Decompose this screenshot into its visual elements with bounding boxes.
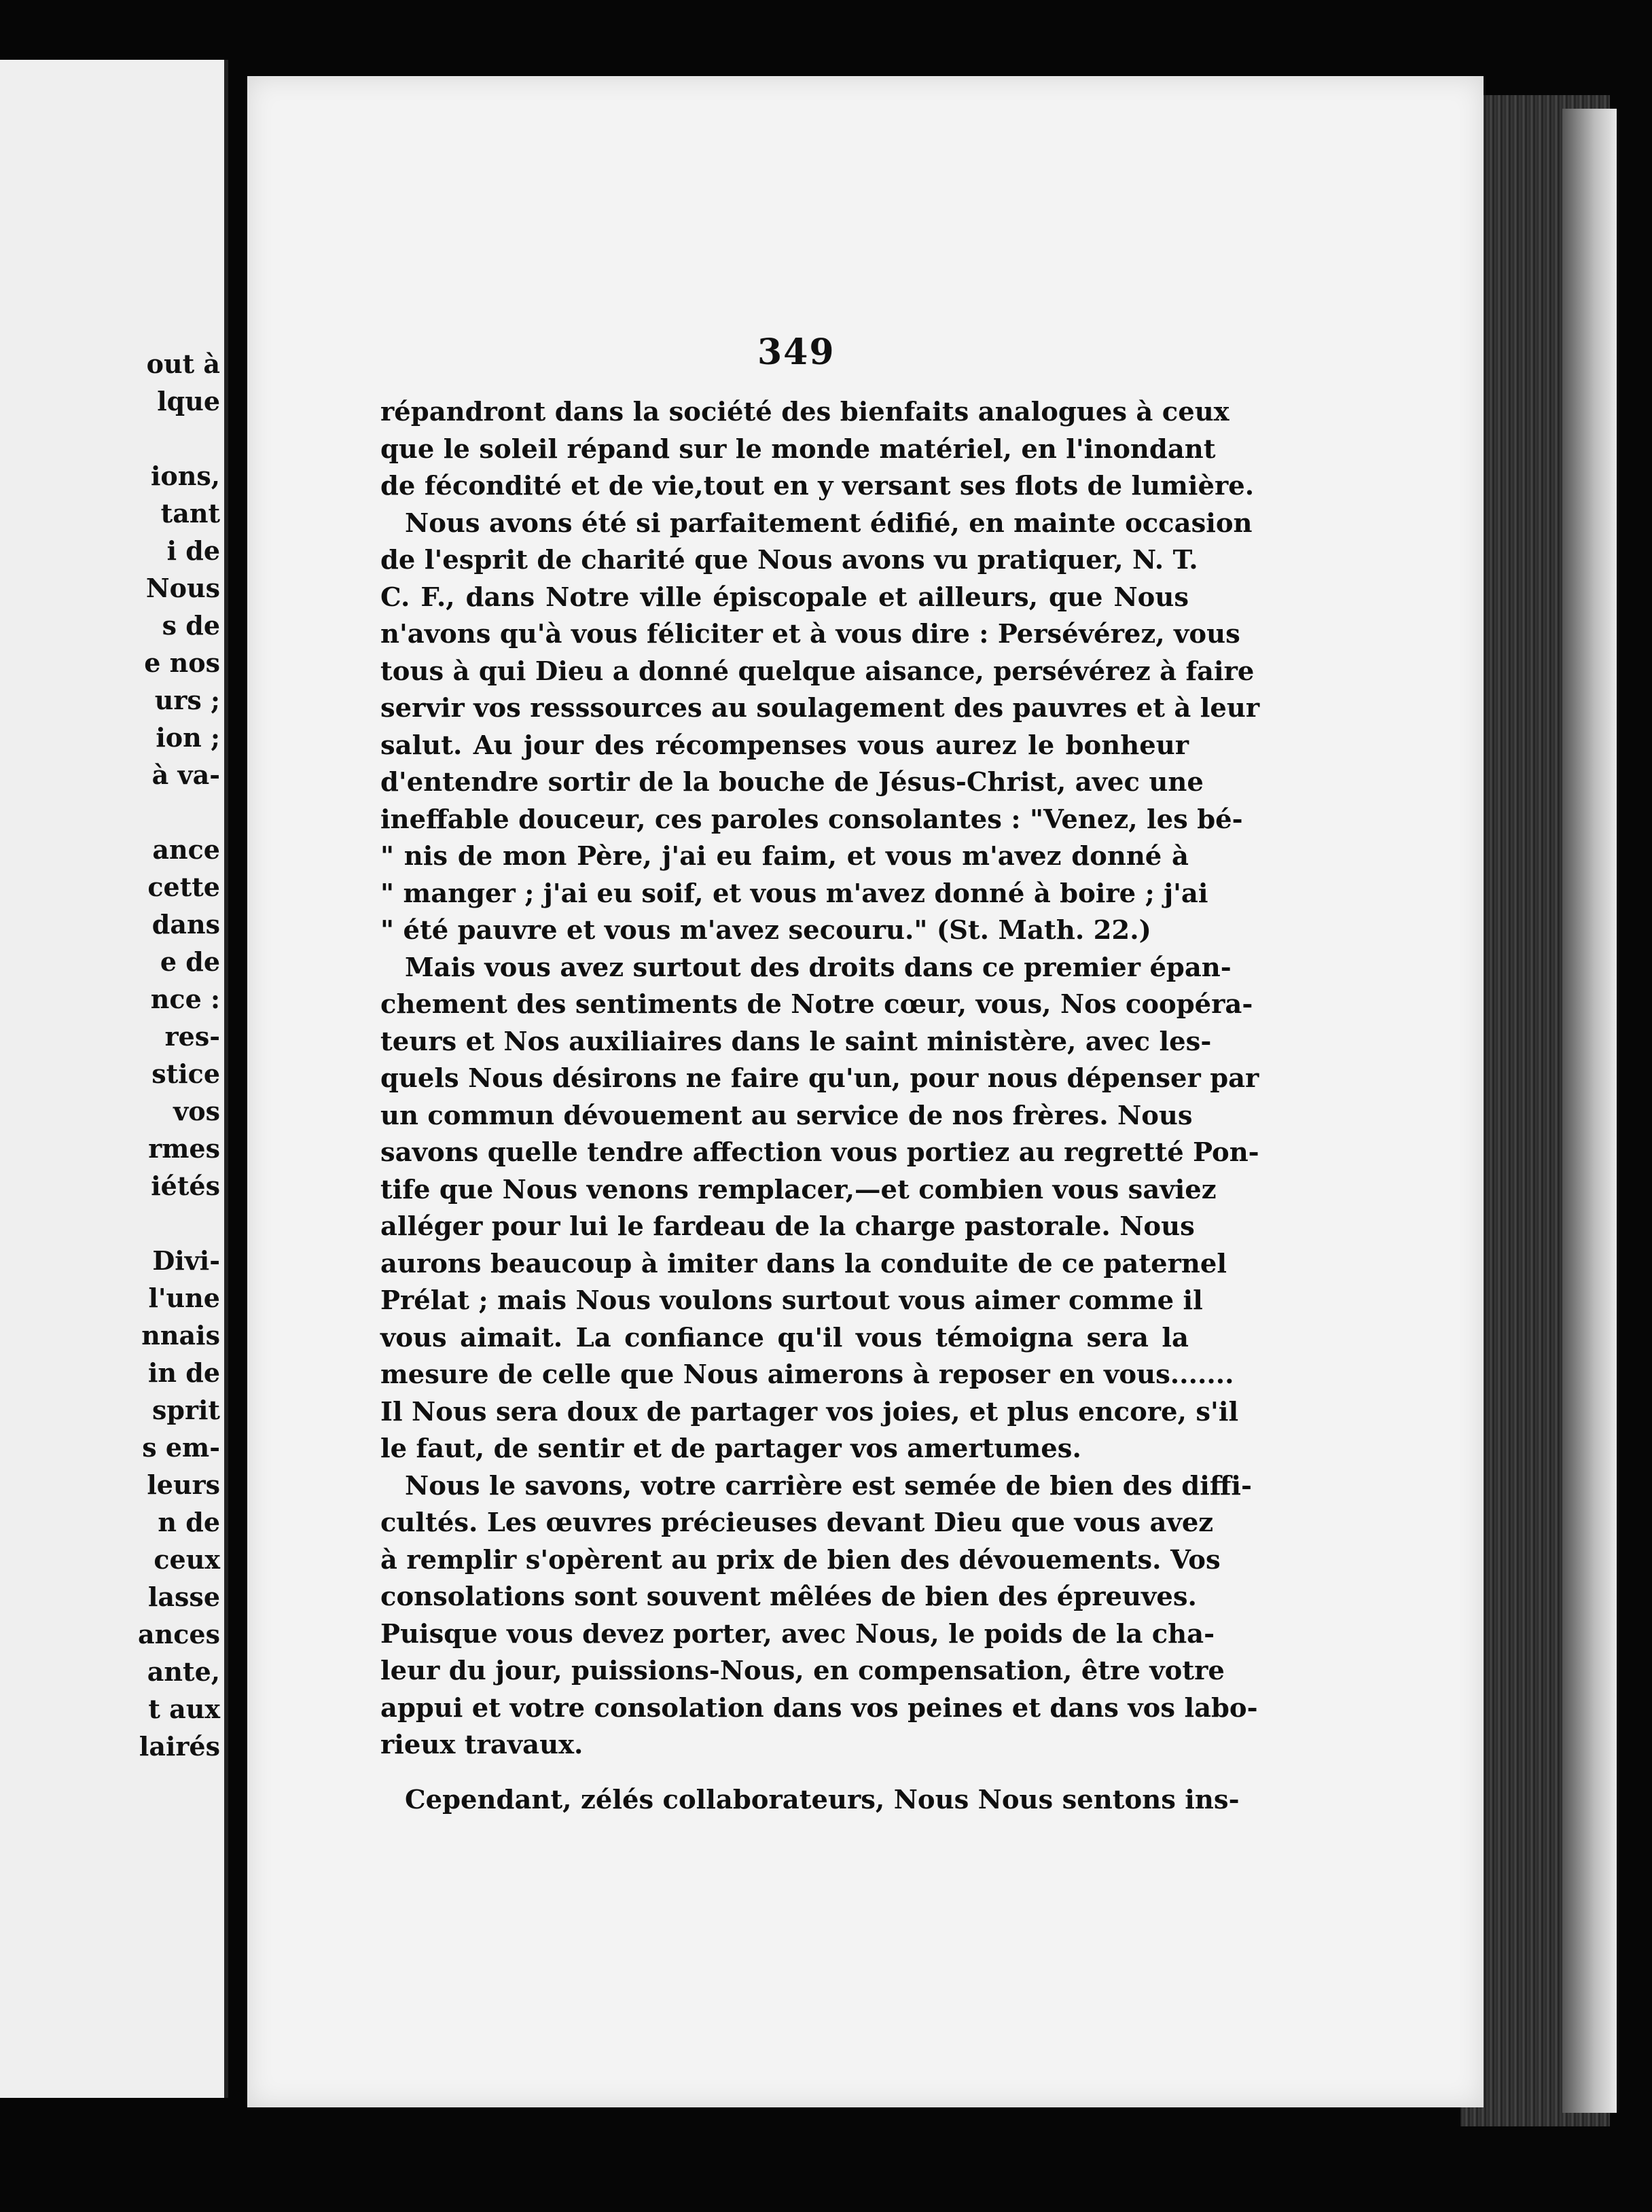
left-fragment: ance [152,834,220,865]
page-body-text [380,394,1260,1819]
left-fragment: nce : [150,984,220,1014]
text-line: " manger ; j'ai eu soif, et vous m'avez donné à boire ; j'ai [380,878,1208,909]
text-line: Prélat ; mais Nous voulons surtout vous aimer comme il [380,1285,1203,1316]
text-line: " été pauvre et vous m'avez secouru." (St. Math. 22.) [380,915,1151,946]
text-line: teurs et Nos auxiliaires dans le saint ministère, avec les- [380,1026,1212,1057]
left-fragment: e nos [144,647,220,678]
previous-page-text [57,345,220,1765]
text-line: Nous avons été si parfaitement édifié, en mainte occasion [405,507,1253,539]
text-line: savons quelle tendre affection vous portiez au regretté Pon- [380,1137,1259,1168]
left-fragment: s de [162,610,220,641]
text-line: leur du jour, puissions-Nous, en compensation, être votre [380,1656,1225,1686]
text-line: Cependant, zélés collaborateurs, Nous Nous sentons ins- [405,1784,1240,1815]
left-fragment: in de [147,1357,220,1388]
text-line: cultés. Les œuvres précieuses devant Dieu que vous avez [380,1508,1214,1538]
text-line: appui et votre consolation dans vos peines et dans vos labo- [380,1692,1258,1724]
left-fragment: e de [160,946,220,977]
left-fragment: Nous [145,573,220,603]
left-fragment: cette [147,872,220,902]
left-fragment: ion ; [156,722,220,753]
text-line: consolations sont souvent mêlées de bien des épreuves. [380,1582,1197,1612]
left-fragment: lasse [147,1582,220,1612]
text-line: Mais vous avez surtout des droits dans ce premier épan- [405,952,1232,983]
left-fragment: i de [166,535,220,566]
left-fragment: Divi- [152,1245,220,1276]
left-fragment: leurs [147,1469,220,1500]
left-fragment: urs ; [154,685,220,715]
text-line: à remplir s'opèrent au prix de bien des dévouements. Vos [380,1544,1221,1575]
left-fragment: vos [173,1096,220,1126]
left-gap [57,420,220,457]
left-fragment: à va- [151,760,220,790]
left-fragment: ions, [150,461,220,491]
left-fragment: s em- [142,1432,220,1463]
text-line: tife que Nous venons remplacer,—et combien vous saviez [380,1174,1217,1205]
paragraph-gap [380,1764,1189,1782]
text-line: servir vos resssources au soulagement des pauvres et à leur [380,693,1260,724]
left-fragment: rmes [148,1133,220,1164]
text-line: salut. Au jour des récompenses vous aurez le bonheur [380,730,1189,761]
left-fragment: ances [138,1619,220,1649]
text-line: de fécondité et de vie,tout en y versant ses flots de lumière. [380,471,1255,501]
left-fragment: dans [151,909,220,940]
left-gap [57,793,220,831]
previous-page-edge [0,60,228,2098]
left-fragment: lque [157,386,220,416]
text-line: quels Nous désirons ne faire qu'un, pour nous dépenser par [380,1063,1259,1094]
text-line: chement des sentiments de Notre cœur, vous, Nos coopéra- [380,989,1253,1020]
left-fragment: l'une [148,1283,220,1313]
left-fragment: res- [164,1021,220,1052]
left-fragment: ceux [154,1544,220,1575]
left-fragment: lairés [139,1731,220,1762]
page-block-edge-highlight [1562,109,1617,2113]
text-line: mesure de celle que Nous aimerons à reposer en vous....... [380,1359,1234,1390]
left-fragment: n de [158,1507,220,1537]
text-line: de l'esprit de charité que Nous avons vu pratiquer, N. T. [380,545,1198,575]
text-line: ineffable douceur, ces paroles consolantes : "Venez, les bé- [380,804,1243,835]
text-line: C. F., dans Notre ville épiscopale et ailleurs, que Nous [380,582,1189,613]
left-fragment: out à [146,349,220,379]
left-fragment: t aux [148,1694,220,1724]
text-line: rieux travaux. [380,1730,583,1760]
text-line: " nis de mon Père, j'ai eu faim, et vous m'avez donné à [380,841,1189,872]
text-line: répandront dans la société des bienfaits analogues à ceux [380,397,1229,427]
text-line: Nous le savons, votre carrière est semée de bien des diffi- [405,1470,1253,1501]
text-line: que le soleil répand sur le monde matériel, en l'inondant [380,433,1216,465]
left-fragment: nnais [141,1320,220,1351]
text-line: n'avons qu'à vous féliciter et à vous dire : Persévérez, vous [380,619,1240,649]
text-line: un commun dévouement au service de nos frères. Nous [380,1100,1193,1131]
left-fragment: sprit [152,1395,220,1425]
text-line: Puisque vous devez porter, avec Nous, le poids de la cha- [380,1618,1215,1649]
left-fragment: ante, [147,1656,220,1687]
page-number: 349 [757,332,836,373]
left-fragment: stice [151,1058,220,1089]
text-line: le faut, de sentir et de partager vos amertumes. [380,1433,1081,1464]
left-fragment: tant [160,498,220,529]
left-gap [57,1205,220,1242]
text-line: tous à qui Dieu a donné quelque aisance, persévérez à faire [380,656,1255,687]
text-line: d'entendre sortir de la bouche de Jésus-Christ, avec une [380,767,1204,798]
text-line: aurons beaucoup à imiter dans la conduite de ce paternel [380,1248,1227,1279]
text-line: alléger pour lui le fardeau de la charge pastorale. Nous [380,1211,1195,1242]
text-line: Il Nous sera doux de partager vos joies, et plus encore, s'il [380,1396,1239,1427]
left-fragment: iétés [151,1171,220,1201]
text-line: vous aimait. La confiance qu'il vous témoigna sera la [380,1322,1189,1353]
